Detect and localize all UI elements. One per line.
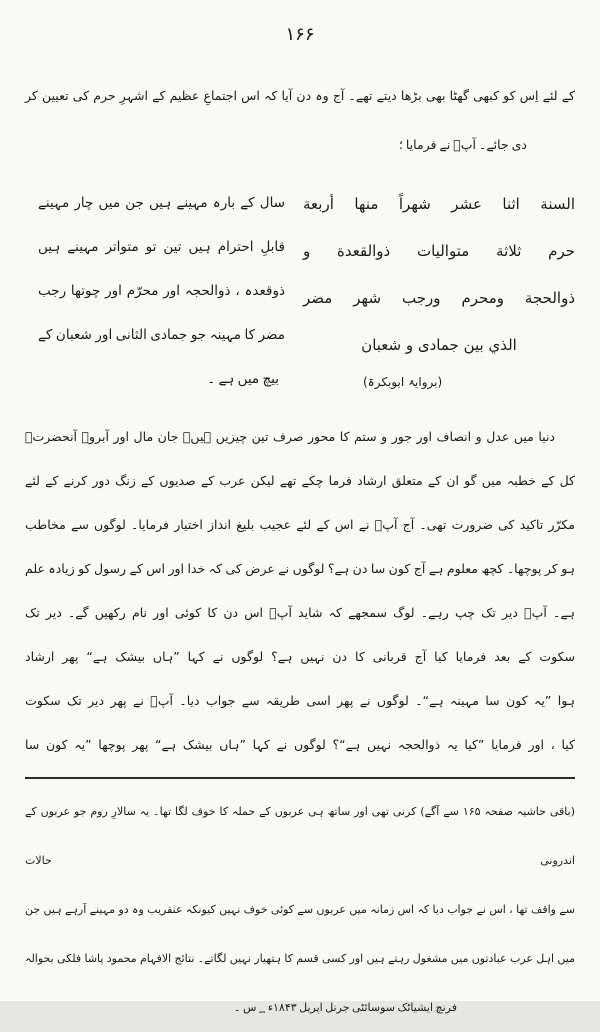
text-line: ہو کر پوچھا۔ کچھ معلوم ہے آج کون سا دن ہے؟ لوگوں نے عرض کی کہ خدا اور اس کے رسول کو زیادہ علم xyxy=(25,561,575,576)
footnote-block xyxy=(25,787,575,1032)
footnote-line: (باقی حاشیہ صفحہ ۱۶۵ سے آگے) کرنی تھی اور ساتھ ہی عربوں کے حملہ کا خوف لگا تھا۔ یہ سالارِ روم جو عربوں کے اندرونی حالات xyxy=(25,805,575,867)
footnote-reference-line: فرنچ ایشیاٹک سوسائٹی جرنل اپریل ۱۸۴۳ء ؁ س ۔ xyxy=(234,1001,457,1014)
urdu-translation-column xyxy=(38,181,285,401)
text-line: سکوت کے بعد فرمایا کیا آج قربانی کا دن نہیں ہے؟ لوگوں نے کہا ”ہاں بیشک ہے“ پھر ارشاد xyxy=(25,649,575,664)
text-line: دی جائے۔ آپؐ نے فرمایا ؛ xyxy=(398,137,527,152)
arabic-line: الذي بين جمادى و شعبان xyxy=(361,336,517,354)
text-line: دنیا میں عدل و انصاف اور جور و ستم کا محور صرف تین چیزیں ہیں۔ جان مال اور آبرو۔ آنحضرتؐ xyxy=(25,429,555,444)
hadith-quote-block xyxy=(25,181,575,401)
text-line: مکرّر تاکید کی ضرورت تھی۔ آج آپؐ نے اس کے لئے عجیب بلیغ انداز اختیار فرمایا۔ لوگوں سے مخاطب xyxy=(25,517,575,532)
intro-paragraph xyxy=(25,71,575,169)
narrator-citation: (بروایۃ ابوبکرۃ) xyxy=(363,375,443,389)
text-line: ہوا ”یہ کون سا مہینہ ہے“۔ لوگوں نے پھر اسی طریقہ سے جواب دیا۔ آپؐ نے پھر دیر تک سکوت xyxy=(25,693,575,708)
translation-line: قابلِ احترام ہیں تین تو متواتر مہینے ہیں xyxy=(38,239,285,255)
arabic-line: حرم ثلاثة متواليات ذوالقعدة و xyxy=(303,242,575,260)
page-number: ۱۶۶ xyxy=(285,24,315,45)
translation-line: مضر کا مہینہ جو جمادی الثانی اور شعبان کے xyxy=(38,327,285,343)
footnote-line: میں اہل عرب عبادتوں میں مشغول رہتے ہیں اور کسی قسم کا ہتھیار نہیں لگاتے۔ نتائج الافہام محمود پاشا فلکی بحوالہ xyxy=(25,952,575,965)
main-paragraph xyxy=(25,415,575,767)
text-line: ہے۔ آپؐ دیر تک چپ رہے۔ لوگ سمجھے کہ شاید آپؐ اس دن کا کوئی اور نام رکھیں گے۔ دیر تک xyxy=(25,605,575,620)
text-line: کے لئے اِس کو کبھی گھٹا بھی بڑھا دیتے تھے۔ آج وہ دن آیا کہ اس اجتماعِ عظیم کے اشہرِ حرم کی تعیین کر xyxy=(25,88,575,103)
text-line: کل کے خطبہ میں گو ان کے متعلق ارشاد فرما چکے تھے لیکن عرب کے صدیوں کے زنگ دور کرنے کے لئے xyxy=(25,473,575,488)
footnote-line: سے واقف تھا ، اس نے جواب دیا کہ اس زمانہ میں عربوں سے کوئی خوف نہیں کیونکہ عنقریب وہ دو مہینے آرہے ہیں جن xyxy=(25,903,575,916)
footnote-separator-rule xyxy=(25,777,575,779)
text-line: کیا ، اور فرمایا ”کیا یہ ذوالحجہ نہیں ہے“؟ لوگوں نے کہا ”ہاں بیشک ہے“ پھر پوچھا ”یہ کون سا xyxy=(25,737,575,752)
arabic-line: السنة اثنا عشر شهراً منها أربعة xyxy=(303,195,575,213)
translation-line: سال کے بارہ مہینے ہیں جن میں چار مہینے xyxy=(38,195,285,211)
translation-line: ذوقعدہ ، ذوالحجہ اور محرّم اور چوتھا رجب xyxy=(38,283,285,299)
translation-line: بیچ میں ہے ۔ xyxy=(207,371,279,387)
arabic-hadith-column xyxy=(303,181,575,393)
arabic-line: ذوالحجة ومحرم ورجب شهر مضر xyxy=(303,289,575,307)
